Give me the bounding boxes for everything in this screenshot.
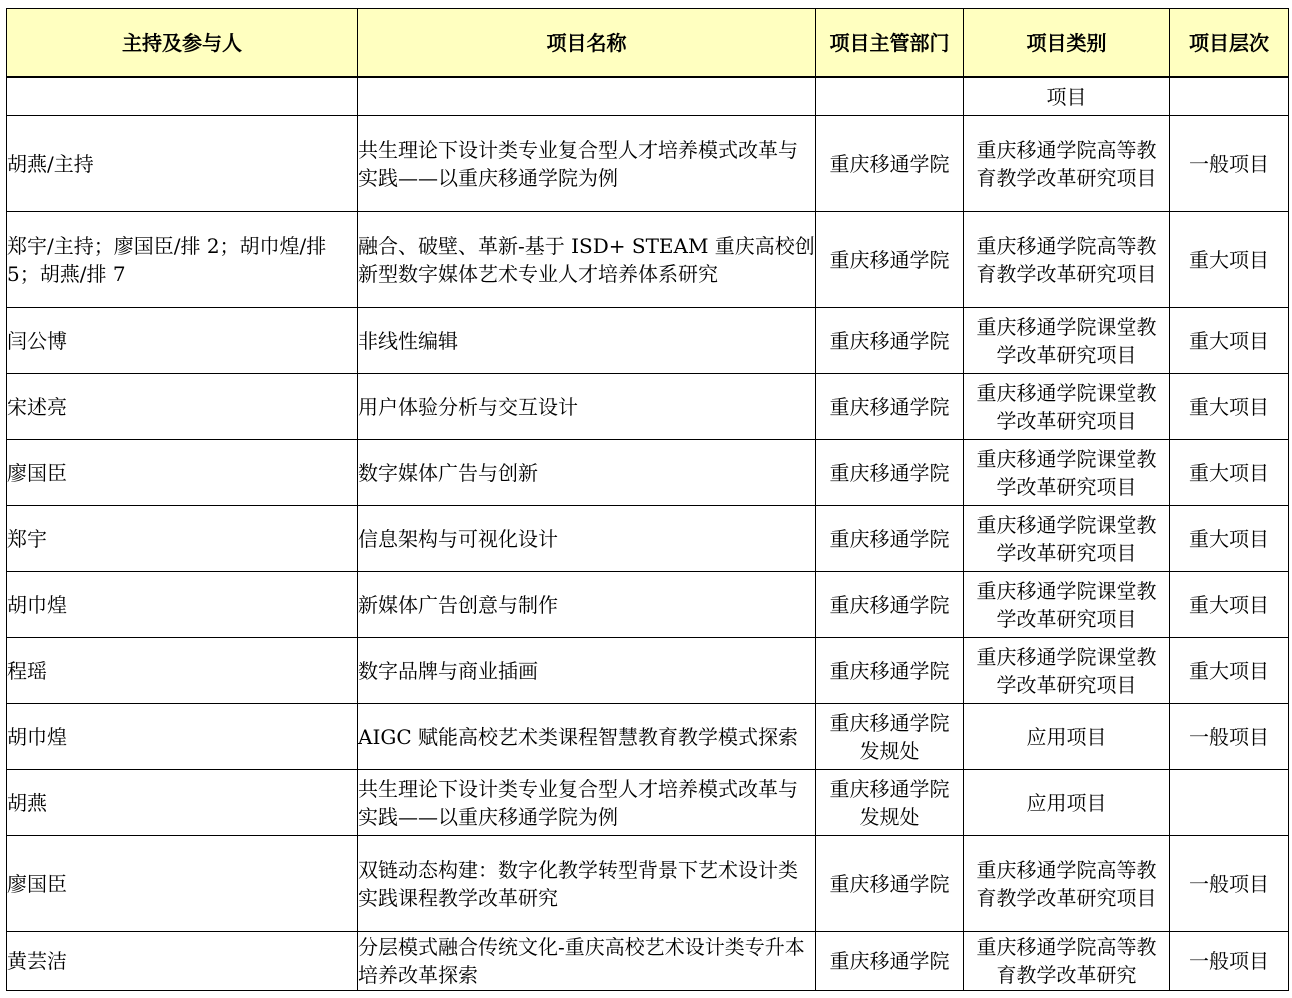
cell-person: 胡巾煌: [7, 572, 358, 638]
cell-level: 重大项目: [1170, 506, 1289, 572]
cell-category: 重庆移通学院高等教育教学改革研究: [964, 932, 1170, 991]
table-row: [7, 308, 1289, 374]
cell-level: 重大项目: [1170, 572, 1289, 638]
cell-level: [1170, 770, 1289, 836]
cell-project-name: 共生理论下设计类专业复合型人才培养模式改革与实践——以重庆移通学院为例: [358, 770, 816, 836]
cell-category: 重庆移通学院课堂教学改革研究项目: [964, 374, 1170, 440]
cell-project-name: 数字媒体广告与创新: [358, 440, 816, 506]
cell-project-name: 新媒体广告创意与制作: [358, 572, 816, 638]
cell-category: 重庆移通学院高等教育教学改革研究项目: [964, 212, 1170, 308]
cell-category: 重庆移通学院课堂教学改革研究项目: [964, 440, 1170, 506]
cell-project-name: 分层模式融合传统文化-重庆高校艺术设计类专升本培养改革探索: [358, 932, 816, 991]
cell-category: 应用项目: [964, 770, 1170, 836]
cell-person: 胡燕/主持: [7, 116, 358, 212]
cell-project-name: 共生理论下设计类专业复合型人才培养模式改革与实践——以重庆移通学院为例: [358, 116, 816, 212]
cell-level: [1170, 77, 1289, 116]
header-department: 项目主管部门: [816, 9, 964, 78]
cell-level: 重大项目: [1170, 308, 1289, 374]
cell-level: 重大项目: [1170, 212, 1289, 308]
table-row: [7, 770, 1289, 836]
projects-table: [6, 8, 1289, 991]
cell-level: 重大项目: [1170, 374, 1289, 440]
table-row: [7, 440, 1289, 506]
table-row: [7, 638, 1289, 704]
cell-category: 重庆移通学院课堂教学改革研究项目: [964, 638, 1170, 704]
header-person: 主持及参与人: [7, 9, 358, 78]
cell-person: 闫公博: [7, 308, 358, 374]
cell-category: 重庆移通学院课堂教学改革研究项目: [964, 572, 1170, 638]
cell-level: 一般项目: [1170, 704, 1289, 770]
cell-department: 重庆移通学院: [816, 212, 964, 308]
cell-person: 廖国臣: [7, 440, 358, 506]
cell-person: 胡燕: [7, 770, 358, 836]
cell-person: 郑宇: [7, 506, 358, 572]
cell-department: 重庆移通学院: [816, 932, 964, 991]
cell-project-name: 数字品牌与商业插画: [358, 638, 816, 704]
cell-project-name: 非线性编辑: [358, 308, 816, 374]
cell-project-name: [358, 77, 816, 116]
table-row: [7, 836, 1289, 932]
cell-person: 程瑶: [7, 638, 358, 704]
table-row: [7, 704, 1289, 770]
table-row: [7, 77, 1289, 116]
cell-level: 一般项目: [1170, 836, 1289, 932]
header-project-name: 项目名称: [358, 9, 816, 78]
cell-level: 一般项目: [1170, 932, 1289, 991]
header-row: [7, 9, 1289, 78]
table-row: [7, 506, 1289, 572]
cell-person: 郑宇/主持；廖国臣/排 2；胡巾煌/排 5；胡燕/排 7: [7, 212, 358, 308]
cell-department: 重庆移通学院: [816, 440, 964, 506]
table-row: [7, 374, 1289, 440]
cell-category: 重庆移通学院课堂教学改革研究项目: [964, 506, 1170, 572]
cell-category: 重庆移通学院高等教育教学改革研究项目: [964, 836, 1170, 932]
cell-department: 重庆移通学院: [816, 836, 964, 932]
cell-project-name: 双链动态构建：数字化教学转型背景下艺术设计类实践课程教学改革研究: [358, 836, 816, 932]
header-level: 项目层次: [1170, 9, 1289, 78]
cell-department: 重庆移通学院: [816, 116, 964, 212]
cell-category: 应用项目: [964, 704, 1170, 770]
cell-project-name: 融合、破壁、革新-基于 ISD+ STEAM 重庆高校创新型数字媒体艺术专业人才培养体系研究: [358, 212, 816, 308]
cell-level: 一般项目: [1170, 116, 1289, 212]
cell-department: 重庆移通学院发规处: [816, 704, 964, 770]
cell-person: 黄芸洁: [7, 932, 358, 991]
cell-project-name: 信息架构与可视化设计: [358, 506, 816, 572]
table-row: [7, 572, 1289, 638]
table-row: [7, 116, 1289, 212]
cell-person: [7, 77, 358, 116]
cell-department: 重庆移通学院: [816, 308, 964, 374]
cell-category: 重庆移通学院课堂教学改革研究项目: [964, 308, 1170, 374]
cell-level: 重大项目: [1170, 440, 1289, 506]
header-category: 项目类别: [964, 9, 1170, 78]
cell-department: 重庆移通学院: [816, 374, 964, 440]
cell-department: 重庆移通学院发规处: [816, 770, 964, 836]
cell-project-name: 用户体验分析与交互设计: [358, 374, 816, 440]
cell-level: 重大项目: [1170, 638, 1289, 704]
cell-department: 重庆移通学院: [816, 638, 964, 704]
cell-category: 重庆移通学院高等教育教学改革研究项目: [964, 116, 1170, 212]
cell-person: 胡巾煌: [7, 704, 358, 770]
table-row: [7, 212, 1289, 308]
cell-person: 廖国臣: [7, 836, 358, 932]
cell-department: 重庆移通学院: [816, 572, 964, 638]
cell-project-name: AIGC 赋能高校艺术类课程智慧教育教学模式探索: [358, 704, 816, 770]
cell-person: 宋述亮: [7, 374, 358, 440]
table-row: [7, 932, 1289, 991]
cell-department: 重庆移通学院: [816, 506, 964, 572]
cell-department: [816, 77, 964, 116]
cell-category: 项目: [964, 77, 1170, 116]
